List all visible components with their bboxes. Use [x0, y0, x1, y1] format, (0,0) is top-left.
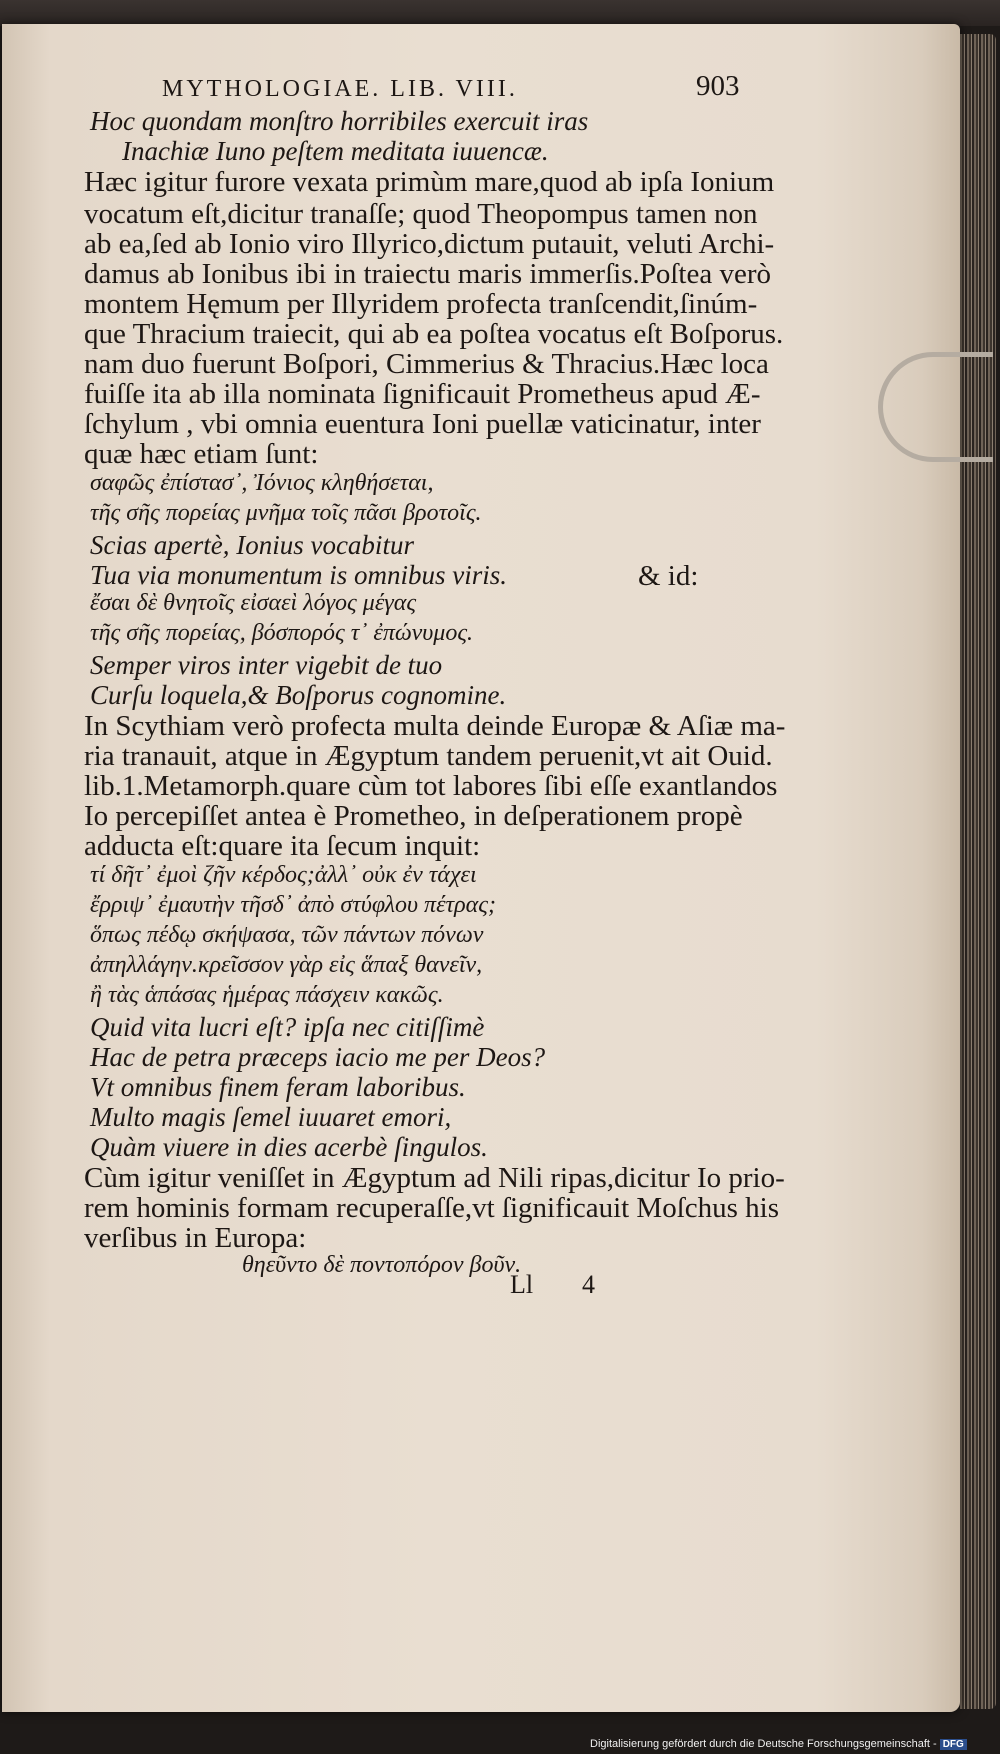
text-line: In Scythiam verò profecta multa deinde Europæ & Aſiæ ma- — [84, 710, 786, 742]
text-line: ria tranauit, atque in Ægyptum tandem peruenit,vt ait Ouid. — [84, 740, 773, 772]
text-line: Inachiæ Iuno peſtem meditata iuuencæ. — [122, 136, 549, 166]
text-line: τῆς σῆς πορείας μνῆμα τοῖς πᾶσι βροτοῖς. — [90, 500, 482, 526]
page-edges — [960, 34, 996, 1709]
text-line: σαφῶς ἐπίστασ᾽, Ἰόνιος κληθήσεται, — [90, 470, 434, 496]
text-line: ἔρριψ᾽ ἐμαυτὴν τῆσδ᾽ ἀπὸ στύφλου πέτρας; — [90, 892, 496, 918]
text-line: Multo magis ſemel iuuaret emori, — [90, 1102, 452, 1132]
text-line: Scias apertè, Ionius vocabitur — [90, 530, 414, 560]
text-line: ὅπως πέδῳ σκήψασα, τῶν πάντων πόνων — [90, 922, 484, 948]
text-line: Hoc quondam monſtro horribiles exercuit iras — [90, 106, 589, 136]
text-line: Cùm igitur veniſſet in Ægyptum ad Nili ripas,dicitur Io prio- — [84, 1162, 785, 1194]
text-line: adducta eſt:quare ita ſecum inquit: — [84, 830, 481, 862]
text-line: θηεῦντο δὲ ποντοπόρον βοῦν. — [242, 1252, 522, 1278]
credit-text: Digitalisierung gefördert durch die Deutsche Forschungsgemeinschaft - — [590, 1738, 937, 1750]
text-line: ἀπηλλάγην.κρεῖσσον γὰρ εἰς ἅπαξ θανεῖν, — [90, 952, 483, 978]
text-line: vocatum eſt,dicitur tranaſſe; quod Theopompus tamen non — [84, 198, 758, 230]
signature-mark: Ll — [510, 1270, 534, 1299]
text-line: montem Hęmum per Illyridem profecta tranſcendit,ſinúm- — [84, 288, 758, 320]
text-line: τῆς σῆς πορείας, βόσπορός τ᾽ ἐπώνυμος. — [90, 620, 474, 646]
text-line: Quàm viuere in dies acerbè ſingulos. — [90, 1132, 488, 1162]
text-line: fuiſſe ita ab illa nominata ſignificauit Prometheus apud Æ- — [84, 378, 761, 410]
text-line: rem hominis formam recuperaſſe,vt ſignificauit Moſchus his — [84, 1192, 780, 1224]
signature-number: 4 — [582, 1270, 595, 1299]
text-line: ſchylum , vbi omnia euentura Ioni puellæ vaticinatur, inter — [84, 408, 761, 440]
text-line: nam duo fuerunt Boſpori, Cimmerius & Thracius.Hæc loca — [84, 348, 769, 380]
text-line: Semper viros inter vigebit de tuo — [90, 650, 443, 680]
book-page — [2, 24, 960, 1712]
text-line: Hac de petra præceps iacio me per Deos? — [90, 1042, 546, 1072]
text-line: verſibus in Europa: — [84, 1222, 307, 1254]
margin-note: & id: — [638, 560, 699, 592]
text-line: Quid vita lucri eſt? ipſa nec citiſſimè — [90, 1012, 485, 1042]
running-title: MYTHOLOGIAE. LIB. VIII. — [162, 76, 518, 102]
text-line: quæ hæc etiam ſunt: — [84, 438, 319, 470]
page-clip — [878, 352, 993, 462]
dfg-logo: DFG — [940, 1739, 967, 1750]
text-line: Hæc igitur furore vexata primùm mare,quod ab ipſa Ionium — [84, 166, 775, 198]
text-line: lib.1.Metamorph.quare cùm tot labores ſibi eſſe exantlandos — [84, 770, 778, 802]
text-line: Vt omnibus finem feram laboribus. — [90, 1072, 466, 1102]
text-line: ab ea,ſed ab Ionio viro Illyrico,dictum putauit, veluti Archi- — [84, 228, 775, 260]
text-line: τί δῆτ᾽ ἐμοὶ ζῆν κέρδος;ἀλλ᾽ οὐκ ἐν τάχει — [90, 862, 477, 888]
text-line: ἢ τὰς ἁπάσας ἡμέρας πάσχειν κακῶς. — [90, 982, 444, 1008]
text-line: Io percepiſſet antea è Prometheo, in deſperationem propè — [84, 800, 743, 832]
digitization-credit — [590, 1738, 967, 1750]
text-line: ἔσαι δὲ θνητοῖς εἰσαεὶ λόγος μέγας — [90, 590, 417, 616]
text-line: que Thracium traiecit, qui ab ea poſtea vocatus eſt Boſporus. — [84, 318, 784, 350]
page-number: 903 — [696, 70, 740, 102]
text-line: Curſu loquela,& Boſporus cognomine. — [90, 680, 507, 710]
scan-top-edge — [0, 0, 1000, 26]
text-line: Tua via monumentum is omnibus viris. — [90, 560, 508, 590]
text-line: damus ab Ionibus ibi in traiectu maris immerſis.Poſtea verò — [84, 258, 771, 290]
